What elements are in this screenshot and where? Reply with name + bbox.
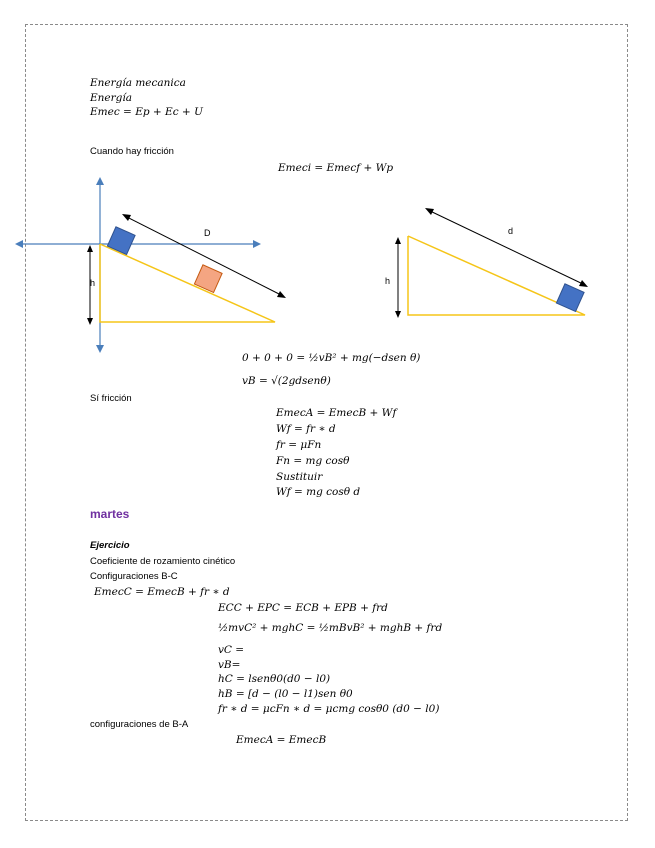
label-h-right: h [385, 276, 391, 286]
text-coeficiente: Coeficiente de rozamiento cinético [90, 556, 236, 567]
text-config-bc: Configuraciones B-C [90, 571, 178, 582]
formula-wf-sub: Wf = mg cosθ d [276, 486, 361, 498]
diagram-left [10, 170, 310, 360]
diagram-right [375, 200, 605, 330]
formula-fr: fr = μFn [276, 439, 322, 451]
text-sustituir: Sustituir [276, 471, 323, 483]
title-energia: Energía [90, 92, 132, 104]
label-d: d [508, 226, 514, 236]
formula-hb: hB = [d − (l0 − l1)sen θ0 [218, 688, 353, 700]
formula-ecc: ECC + EPC = ECB + EPB + frd [218, 602, 388, 614]
formula-fn: Fn = mg cosθ [276, 455, 350, 467]
formula-emeca: EmecA = EmecB + Wf [276, 407, 397, 419]
heading-martes: martes [90, 507, 130, 521]
formula-emeci: Emeci = Emecf + Wp [278, 162, 394, 174]
text-si-friccion: Sí fricción [90, 393, 132, 404]
label-h-left: h [90, 278, 96, 288]
title-energia-mecanica: Energía mecanica [90, 77, 186, 89]
formula-emecc: EmecC = EmecB + fr ∗ d [94, 586, 230, 598]
text-config-ba: configuraciones de B-A [90, 719, 189, 730]
label-D: D [204, 228, 211, 238]
formula-wf: Wf = fr ∗ d [276, 423, 336, 435]
formula-ec-sum: 0 + 0 + 0 = ½vB² + mg(−dsen θ) [242, 352, 421, 364]
formula-half: ½mvC² + mghC = ½mBvB² + mghB + frd [218, 622, 443, 634]
formula-emeca2: EmecA = EmecB [236, 734, 327, 746]
formula-vb: vB = √(2gdsenθ) [242, 375, 331, 387]
formula-vb-eq: vB= [218, 659, 241, 671]
formula-vc: vC = [218, 644, 245, 656]
text-cuando-friccion: Cuando hay fricción [90, 146, 174, 157]
formula-hc: hC = lsenθ0(d0 − l0) [218, 673, 331, 685]
heading-ejercicio: Ejercicio [90, 540, 130, 551]
formula-frd: fr ∗ d = μcFn ∗ d = μcmg cosθ0 (d0 − l0) [218, 703, 440, 715]
formula-emec: Emec = Ep + Ec + U [90, 106, 203, 118]
